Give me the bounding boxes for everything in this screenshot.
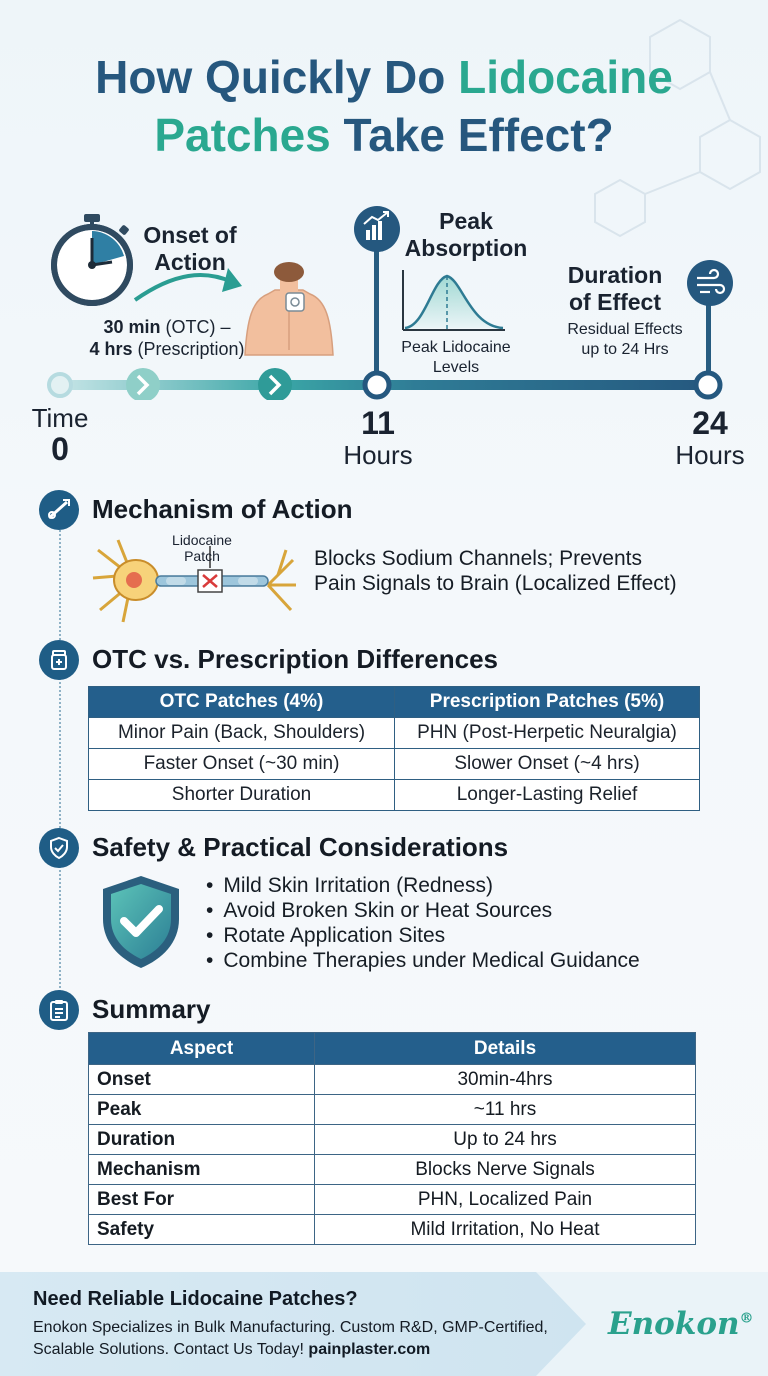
marker-1-line-1: 11 xyxy=(361,405,395,441)
table-cell: 30min-4hrs xyxy=(315,1065,696,1095)
footer-text xyxy=(33,1317,548,1361)
list-item: • Combine Therapies under Medical Guidance xyxy=(206,948,640,973)
medicine-bottle-icon xyxy=(39,640,79,680)
timeline-start-node xyxy=(49,374,71,396)
aspect-column-header: Aspect xyxy=(89,1033,315,1065)
table-cell: Blocks Nerve Signals xyxy=(315,1155,696,1185)
website-link[interactable]: painplaster.com xyxy=(308,1341,431,1358)
onset-rx-label: (Prescription) xyxy=(132,339,245,359)
table-row xyxy=(89,1215,696,1245)
safety-heading: Safety & Practical Considerations xyxy=(92,832,509,862)
table-cell: Mild Irritation, No Heat xyxy=(315,1215,696,1245)
duration-caption-line-2: up to 24 Hrs xyxy=(581,341,669,358)
table-cell: Longer-Lasting Relief xyxy=(395,780,700,811)
duration-title-line-1: Duration xyxy=(567,262,663,288)
peak-caption-line-2: Levels xyxy=(432,359,480,376)
duration-title-line-2: of Effect xyxy=(569,289,661,315)
summary-heading: Summary xyxy=(92,994,211,1024)
table-header-row xyxy=(89,1033,696,1065)
table-cell: Faster Onset (~30 min) xyxy=(89,749,395,780)
safety-list xyxy=(206,873,640,973)
table-header-row xyxy=(89,687,700,718)
onset-otc-value: 30 min xyxy=(103,317,161,337)
duration-caption xyxy=(550,320,700,360)
marker-11-hours xyxy=(328,406,428,470)
clipboard-icon xyxy=(39,990,79,1030)
patch-label xyxy=(162,532,242,564)
onset-title-line-1: Onset of xyxy=(143,222,237,248)
marker-24-hours xyxy=(660,406,760,470)
table-cell: Mechanism xyxy=(89,1155,315,1185)
peak-curve-chart xyxy=(403,270,505,330)
patch-label-line-1: Lidocaine xyxy=(172,532,232,548)
title-part-1: How Quickly Do xyxy=(95,51,459,103)
table-row xyxy=(89,1095,696,1125)
mechanism-desc-line-2: Pain Signals to Brain (Localized Effect) xyxy=(314,572,677,595)
peak-caption xyxy=(388,338,524,378)
table-row xyxy=(89,780,700,811)
table-cell: Peak xyxy=(89,1095,315,1125)
table-cell: Onset xyxy=(89,1065,315,1095)
timeline-node-24h xyxy=(696,373,720,397)
peak-title xyxy=(398,208,534,262)
onset-rx-value: 4 hrs xyxy=(89,339,133,359)
summary-table xyxy=(88,1032,696,1245)
curved-arrow xyxy=(135,275,232,300)
list-item: • Mild Skin Irritation (Redness) xyxy=(206,873,640,898)
patch-label-line-2: Patch xyxy=(184,548,220,564)
brand-logo xyxy=(608,1306,754,1342)
marker-2-line-2: Hours xyxy=(675,440,745,470)
peak-title-line-2: Absorption xyxy=(404,235,528,261)
registered-mark: ® xyxy=(739,1310,754,1327)
chevron-right-icon xyxy=(258,368,292,400)
duration-title xyxy=(550,262,680,316)
footer-line-1: Enokon Specializes in Bulk Manufacturing. Custom R&D, GMP-Certified, xyxy=(33,1319,548,1336)
onset-title-line-2: Action xyxy=(154,249,226,275)
title-part-2: Lidocaine xyxy=(458,51,673,103)
table-cell: PHN, Localized Pain xyxy=(315,1185,696,1215)
table-cell: Minor Pain (Back, Shoulders) xyxy=(89,718,395,749)
shield-check-icon xyxy=(39,828,79,868)
stopwatch-icon xyxy=(54,214,130,303)
table-row xyxy=(89,718,700,749)
wind-icon xyxy=(687,260,733,306)
otc-column-header: OTC Patches (4%) xyxy=(89,687,395,718)
onset-caption xyxy=(52,316,282,360)
mechanism-description xyxy=(314,546,677,596)
table-cell: ~11 hrs xyxy=(315,1095,696,1125)
footer-line-2: Scalable Solutions. Contact Us Today! xyxy=(33,1341,309,1358)
mechanism-desc-line-1: Blocks Sodium Channels; Prevents xyxy=(314,547,642,570)
peak-caption-line-1: Peak Lidocaine xyxy=(401,339,511,356)
table-cell: Safety xyxy=(89,1215,315,1245)
list-item: • Rotate Application Sites xyxy=(206,923,640,948)
chevron-right-icon xyxy=(126,368,160,400)
table-row xyxy=(89,1185,696,1215)
otc-vs-rx-heading: OTC vs. Prescription Differences xyxy=(92,644,499,674)
title-part-4: Take Effect? xyxy=(330,109,614,161)
onset-title xyxy=(130,222,250,276)
mechanism-heading: Mechanism of Action xyxy=(92,494,353,524)
details-column-header: Details xyxy=(315,1033,696,1065)
shield-check-icon xyxy=(98,873,184,971)
trend-chart-icon xyxy=(354,206,400,252)
brand-name: Enokon xyxy=(608,1306,740,1342)
onset-otc-label: (OTC) – xyxy=(160,317,231,337)
nerve-icon xyxy=(39,490,79,530)
section-guide-line xyxy=(59,530,61,1020)
page-title xyxy=(0,48,768,164)
table-cell: Slower Onset (~4 hrs) xyxy=(395,749,700,780)
list-item: • Avoid Broken Skin or Heat Sources xyxy=(206,898,640,923)
table-cell: PHN (Post-Herpetic Neuralgia) xyxy=(395,718,700,749)
peak-title-line-1: Peak xyxy=(439,208,493,234)
table-cell: Best For xyxy=(89,1185,315,1215)
table-cell: Up to 24 hrs xyxy=(315,1125,696,1155)
footer-heading: Need Reliable Lidocaine Patches? xyxy=(33,1288,358,1310)
otc-vs-rx-table xyxy=(88,686,700,811)
marker-0-line-1: Time xyxy=(31,403,89,433)
table-row xyxy=(89,749,700,780)
marker-0-line-2: 0 xyxy=(51,431,69,467)
marker-time-0 xyxy=(20,404,100,466)
rx-column-header: Prescription Patches (5%) xyxy=(395,687,700,718)
title-part-3: Patches xyxy=(154,109,331,161)
duration-caption-line-1: Residual Effects xyxy=(567,321,683,338)
table-row xyxy=(89,1065,696,1095)
table-cell: Shorter Duration xyxy=(89,780,395,811)
marker-1-line-2: Hours xyxy=(343,440,413,470)
table-cell: Duration xyxy=(89,1125,315,1155)
marker-2-line-1: 24 xyxy=(692,405,728,441)
table-row xyxy=(89,1155,696,1185)
table-row xyxy=(89,1125,696,1155)
timeline-node-11h xyxy=(365,373,389,397)
footer-banner xyxy=(0,1272,768,1376)
